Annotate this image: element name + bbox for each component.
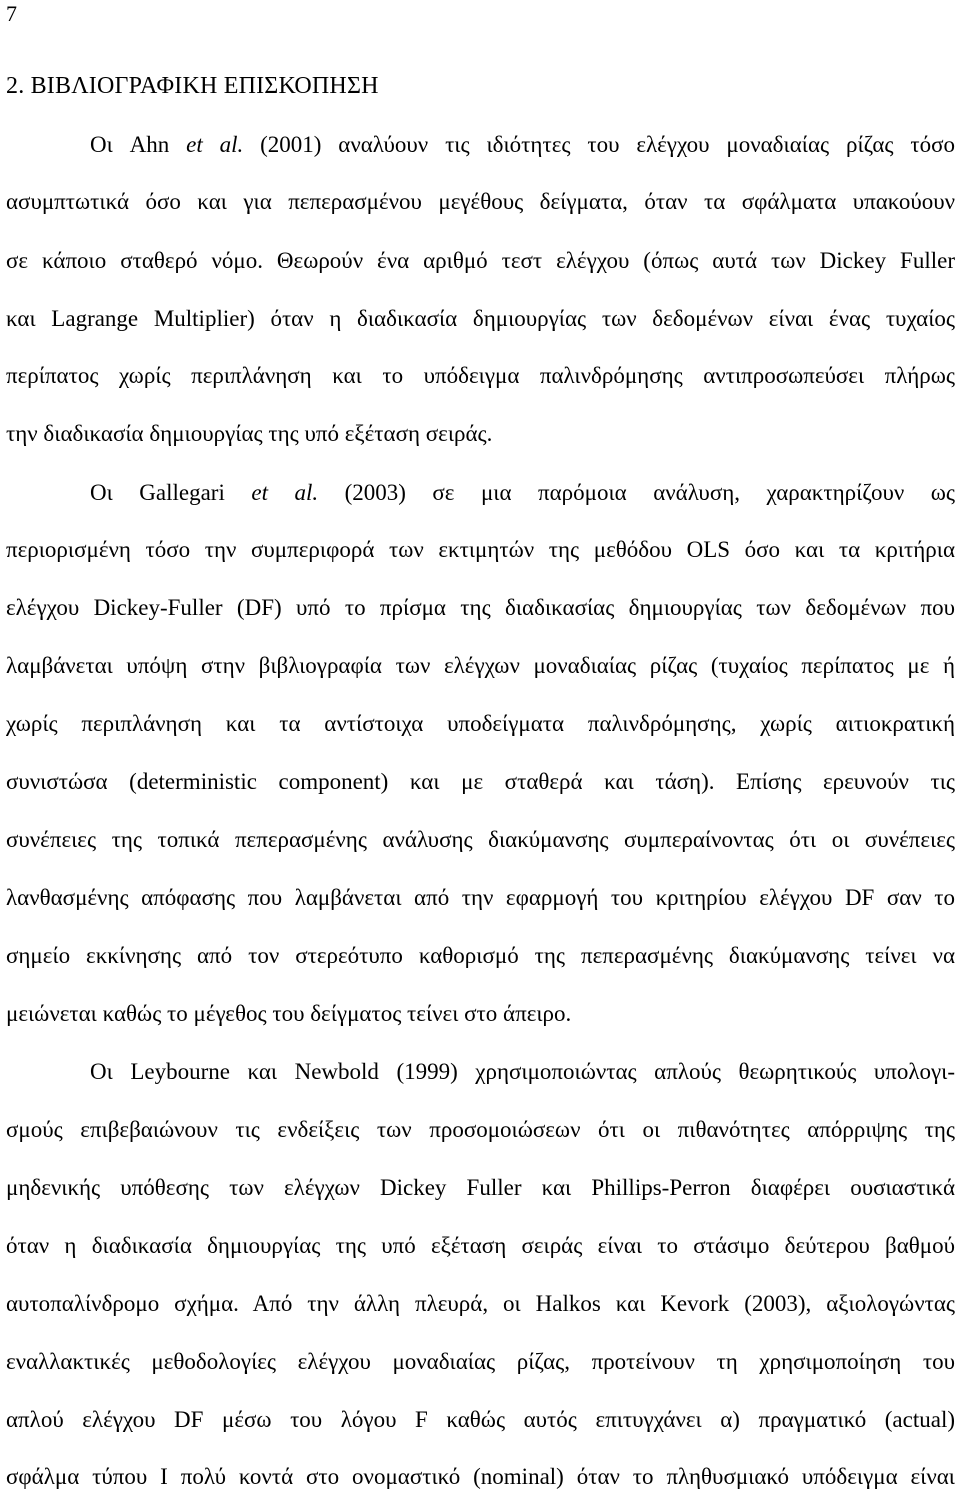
text-line: την διαδικασία δημιουργίας της υπό εξέταση σειράς. (6, 421, 493, 446)
text-line: συνιστώσα (deterministic component) και με σταθερά και τάση). Επίσης ερευνούν τις (6, 769, 955, 794)
text-line: μειώνεται καθώς το μέγεθος του δείγματος τείνει στο άπειρο. (6, 1001, 572, 1026)
text-line: σμούς επιβεβαιώνουν τις ενδείξεις των προσομοιώσεων ότι οι πιθανότητες απόρριψης της (6, 1117, 955, 1142)
et-al-italic: et al. (186, 132, 244, 157)
text-line: μηδενικής υπόθεσης των ελέγχων Dickey Fuller και Phillips-Perron διαφέρει ουσιαστικά (6, 1175, 955, 1200)
text-line: περιορισμένη τόσο την συμπεριφορά των εκτιμητών της μεθόδου OLS όσο και τα κριτήρια (6, 537, 955, 562)
text-line: αυτοπαλίνδρομο σχήμα. Από την άλλη πλευρά, οι Halkos και Kevork (2003), αξιολογώντας (6, 1291, 955, 1316)
text-line: σφάλμα τύπου Ι πολύ κοντά στο ονομαστικό (nominal) όταν το πληθυσμιακό υπόδειγμα είναι (6, 1464, 955, 1489)
text-line: απλού ελέγχου DF μέσω του λόγου F καθώς αυτός επιτυγχάνει α) πραγματικό (actual) (6, 1407, 955, 1432)
text-line: χωρίς περιπλάνηση και τα αντίστοιχα υποδείγματα παλινδρόμησης, χωρίς αιτιοκρατική (6, 711, 955, 736)
text-line: λαμβάνεται υπόψη στην βιβλιογραφία των ελέγχων μοναδιαίας ρίζας (τυχαίος περίπατος με ή (6, 653, 955, 678)
text-line: ασυμπτωτικά όσο και για πεπερασμένου μεγέθους δείγματα, όταν τα σφάλματα υπακούουν (6, 189, 955, 214)
page-number: 7 (6, 1, 17, 26)
text-line: Οι Ahn et al. (2001) αναλύουν τις ιδιότητες του ελέγχου μοναδιαίας ρίζας τόσο (90, 132, 955, 157)
text-line: Οι Leybourne και Newbold (1999) χρησιμοποιώντας απλούς θεωρητικούς υπολογι- (90, 1059, 955, 1084)
text-line: εναλλακτικές μεθοδολογίες ελέγχου μοναδιαίας ρίζας, προτείνουν τη χρησιμοποίηση του (6, 1349, 955, 1374)
text-line: Οι Gallegari et al. (2003) σε μια παρόμοια ανάλυση, χαρακτηρίζουν ως (90, 480, 955, 505)
et-al-italic: et al. (251, 480, 319, 505)
text-line: συνέπειες της τοπικά πεπερασμένης ανάλυσης διακύμανσης συμπεραίνοντας ότι οι συνέπειες (6, 827, 955, 852)
text-line: σε κάποιο σταθερό νόμο. Θεωρούν ένα αριθμό τεστ ελέγχου (όπως αυτά των Dickey Fuller (6, 248, 955, 273)
text-line: όταν η διαδικασία δημιουργίας της υπό εξέταση σειράς είναι το στάσιμο δεύτερου βαθμού (6, 1233, 955, 1258)
section-heading: 2. ΒΙΒΛΙΟΓΡΑΦΙΚΗ ΕΠΙΣΚΟΠΗΣΗ (6, 73, 379, 99)
text-line: λανθασμένης απόφασης που λαμβάνεται από την εφαρμογή του κριτηρίου ελέγχου DF σαν το (6, 885, 955, 910)
text-line: περίπατος χωρίς περιπλάνηση και το υπόδειγμα παλινδρόμησης αντιπροσωπεύσει πλήρως (6, 363, 955, 388)
text-line: σημείο εκκίνησης από τον στερεότυπο καθορισμό της πεπερασμένης διακύμανσης τείνει να (6, 943, 955, 968)
text-line: ελέγχου Dickey-Fuller (DF) υπό το πρίσμα της διαδικασίας δημιουργίας των δεδομένων που (6, 595, 955, 620)
text-line: και Lagrange Multiplier) όταν η διαδικασία δημιουργίας των δεδομένων είναι ένας τυχαίος (6, 306, 955, 331)
